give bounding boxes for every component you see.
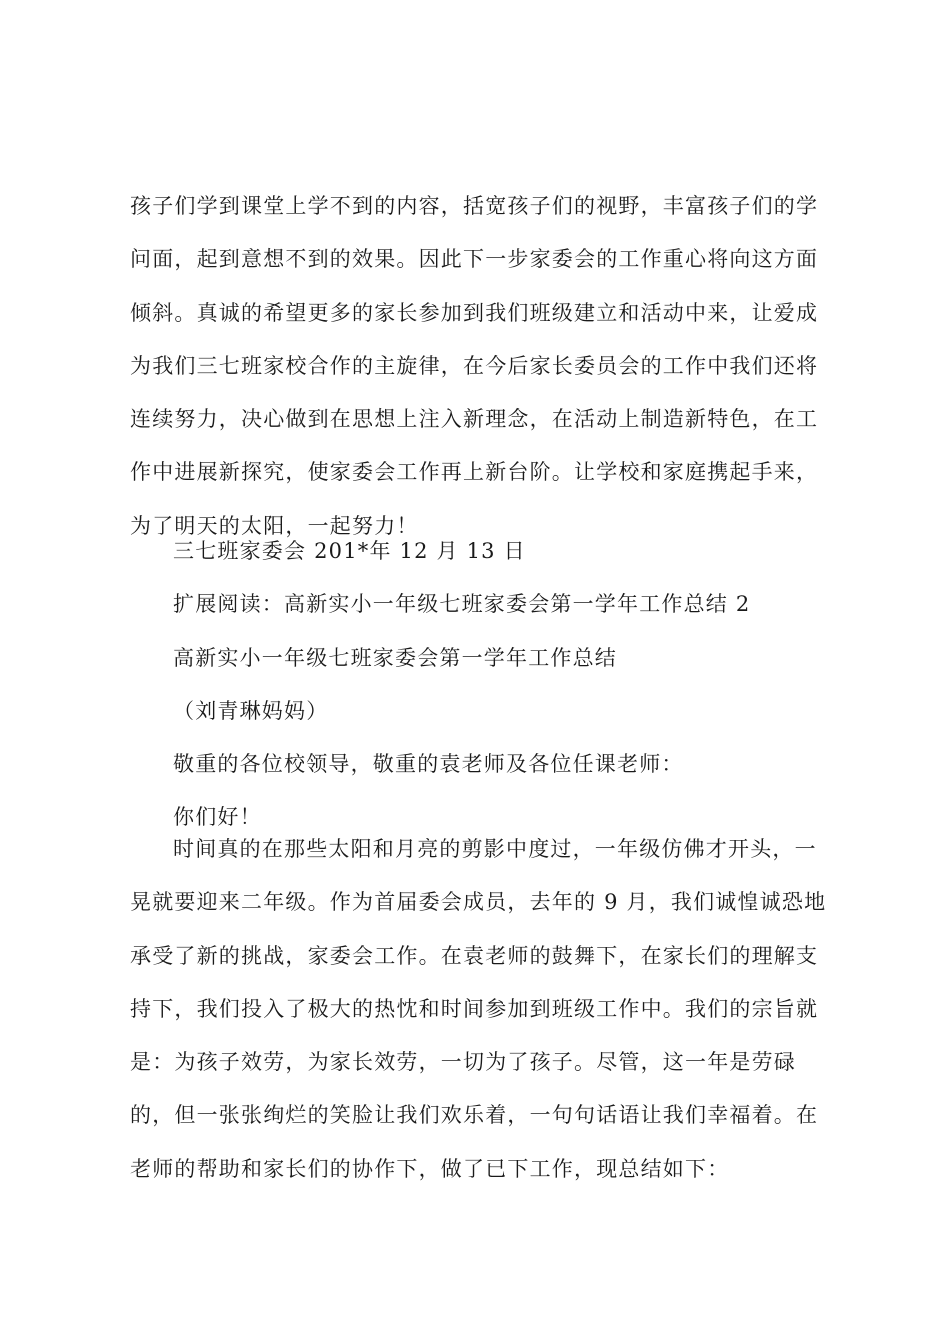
greeting-line: 你们好！ (173, 805, 262, 830)
text-line: 问面，起到意想不到的效果。因此下一步家委会的工作重心将向这方面 (130, 247, 819, 272)
text-line: 孩子们学到课堂上学不到的内容，括宽孩子们的视野，丰富孩子们的学 (130, 194, 819, 218)
signature-line: 三七班家委会 201*年 12 月 13 日 (173, 539, 526, 563)
extended-reading-line: 扩展阅读：高新实小一年级七班家委会第一学年工作总结 2 (173, 592, 751, 617)
text-line: 是：为孩子效劳，为家长效劳，一切为了孩子。尽管，这一年是劳碌 (130, 1050, 796, 1075)
salutation-line: 敬重的各位校领导，敬重的袁老师及各位任课老师： (173, 752, 684, 777)
text-line: 时间真的在那些太阳和月亮的剪影中度过，一年级仿佛才开头，一 (173, 837, 817, 861)
text-line: 承受了新的挑战，家委会工作。在袁老师的鼓舞下，在家长们的理解支 (130, 943, 819, 968)
text-line: 作中进展新探究，使家委会工作再上新台阶。让学校和家庭携起手来， (130, 460, 819, 485)
text-line: 为了明天的太阳，一起努力！ (130, 513, 419, 538)
author-line: （刘青琳妈妈） (173, 698, 329, 723)
text-line: 的，但一张张绚烂的笑脸让我们欢乐着，一句句话语让我们幸福着。在 (130, 1103, 819, 1128)
text-line: 连续努力，决心做到在思想上注入新理念，在活动上制造新特色，在工 (130, 407, 819, 432)
text-line: 晃就要迎来二年级。作为首届委会成员，去年的 9 月，我们诚惶诚恐地 (130, 890, 827, 915)
document-title: 高新实小一年级七班家委会第一学年工作总结 (173, 645, 617, 670)
heading-block (130, 525, 830, 845)
text-line: 为我们三七班家校合作的主旋律，在今后家长委员会的工作中我们还将 (130, 353, 819, 378)
text-line: 持下，我们投入了极大的热忱和时间参加到班级工作中。我们的宗旨就 (130, 996, 819, 1021)
paragraph-body (130, 823, 830, 1196)
paragraph-continuation (130, 180, 830, 553)
text-line: 倾斜。真诚的希望更多的家长参加到我们班级建立和活动中来，让爱成 (130, 300, 819, 325)
text-line: 老师的帮助和家长们的协作下，做了已下工作，现总结如下： (130, 1156, 730, 1181)
